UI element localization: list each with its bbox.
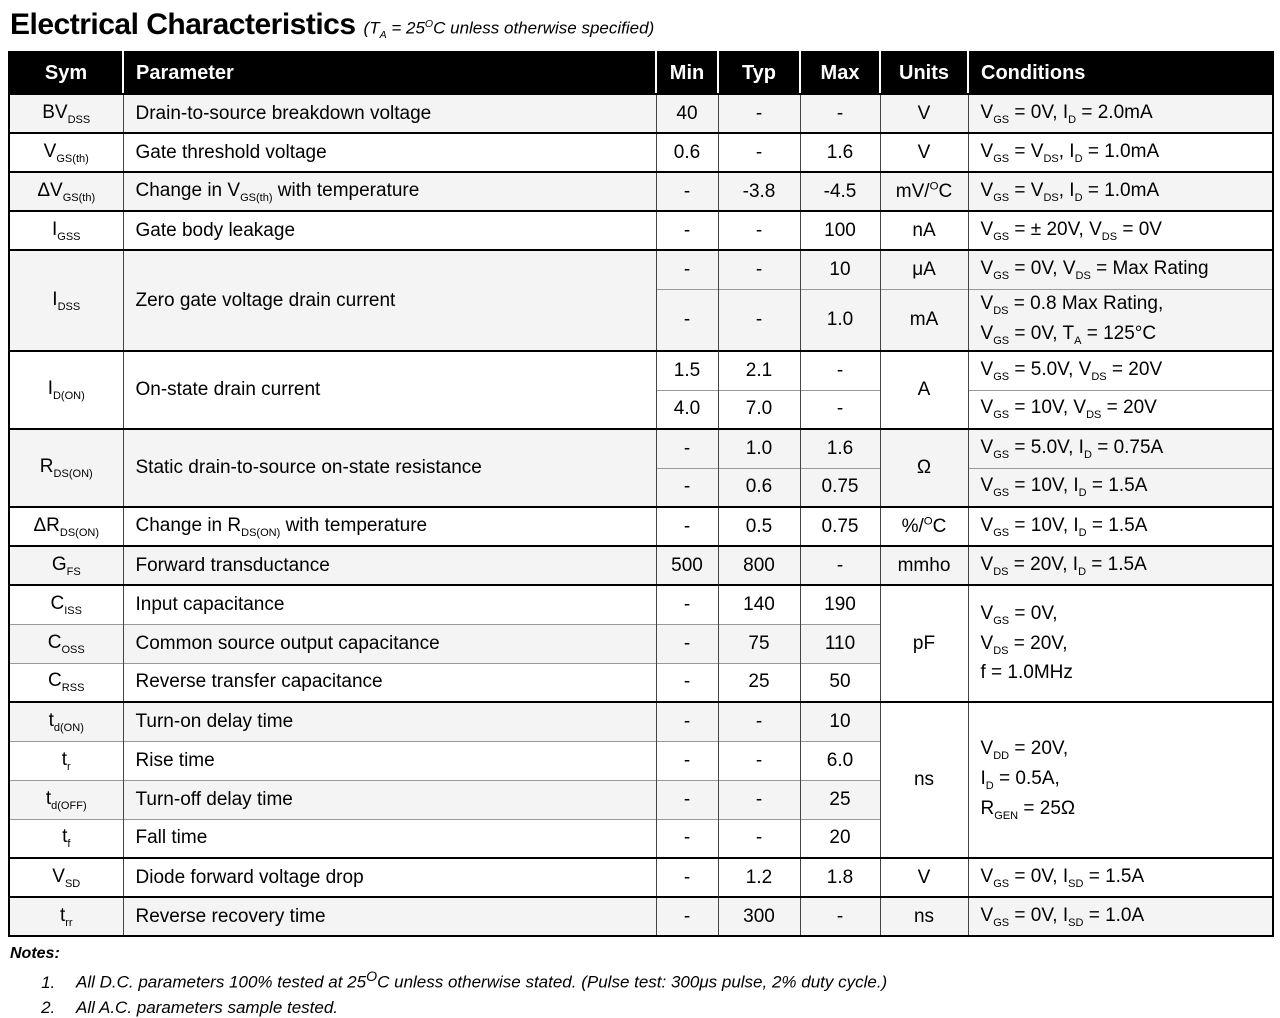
table-row xyxy=(9,133,1273,172)
cell-cond: $V_{GS} = 0V$, $I_D = 2.0mA$ xyxy=(968,94,1273,133)
cell-units: V xyxy=(880,858,968,897)
table-row xyxy=(9,250,1273,289)
cell-units: mA xyxy=(880,289,968,351)
cell-cond: $V_{GS}$ = ± 20V, $V_{DS} = 0V$ xyxy=(968,211,1273,250)
cell-param: On-state drain current xyxy=(123,351,656,429)
cell-typ: - xyxy=(718,289,800,351)
cell-param: Gate body leakage xyxy=(123,211,656,250)
cell-cond: $V_{GS} = 10V$, $I_D = 1.5A$ xyxy=(968,507,1273,546)
cell-sym: $I_{GSS}$ xyxy=(9,211,123,250)
header-cell-typ: Typ xyxy=(718,52,800,94)
cell-max: 110 xyxy=(800,624,880,663)
cell-units: V xyxy=(880,94,968,133)
cell-min: - xyxy=(656,858,718,897)
cell-typ: 25 xyxy=(718,663,800,702)
cell-typ: 0.5 xyxy=(718,507,800,546)
table-header xyxy=(9,52,1273,94)
cell-max: 50 xyxy=(800,663,880,702)
cell-typ: 75 xyxy=(718,624,800,663)
cell-sym: $t_r$ xyxy=(9,741,123,780)
cell-max: -4.5 xyxy=(800,172,880,211)
table-row xyxy=(9,702,1273,741)
cell-units: V xyxy=(880,133,968,172)
cell-max: 20 xyxy=(800,819,880,858)
cell-typ: 300 xyxy=(718,897,800,936)
cell-cond: $V_{GS} = 10V$, $V_{DS} = 20V$ xyxy=(968,390,1273,429)
cell-max: 10 xyxy=(800,702,880,741)
cell-min: - xyxy=(656,624,718,663)
cell-min: 4.0 xyxy=(656,390,718,429)
table-row xyxy=(9,546,1273,585)
cell-sym: $\Delta R_{DS(ON)}$ xyxy=(9,507,123,546)
cell-units: ns xyxy=(880,702,968,858)
table-body xyxy=(9,94,1273,936)
cell-cond: $V_{DS} = 20V$, $I_D = 1.5A$ xyxy=(968,546,1273,585)
cell-cond: $V_{GS} = 0V$, $I_{SD} = 1.0A$ xyxy=(968,897,1273,936)
cell-cond: $V_{GS} = 5.0V$, $V_{DS} = 20V$ xyxy=(968,351,1273,390)
cell-param: Input capacitance xyxy=(123,585,656,624)
cell-units: mV/$^O$C xyxy=(880,172,968,211)
cell-sym: $G_{FS}$ xyxy=(9,546,123,585)
cell-min: - xyxy=(656,468,718,507)
cell-units: mmho xyxy=(880,546,968,585)
cell-min: - xyxy=(656,585,718,624)
cell-sym: $C_{RSS}$ xyxy=(9,663,123,702)
table-row xyxy=(9,858,1273,897)
table-row xyxy=(9,507,1273,546)
cell-units: pF xyxy=(880,585,968,702)
cell-units: %/$^O$C xyxy=(880,507,968,546)
cell-min: - xyxy=(656,897,718,936)
cell-min: - xyxy=(656,819,718,858)
cell-min: - xyxy=(656,741,718,780)
cell-param: Gate threshold voltage xyxy=(123,133,656,172)
cell-typ: 7.0 xyxy=(718,390,800,429)
cell-sym: $V_{GS(th)}$ xyxy=(9,133,123,172)
cell-max: 6.0 xyxy=(800,741,880,780)
cell-max: 1.6 xyxy=(800,133,880,172)
cell-min: 40 xyxy=(656,94,718,133)
cell-min: - xyxy=(656,507,718,546)
cell-max: 190 xyxy=(800,585,880,624)
cell-cond: $V_{DD} = 20V$, $I_D = 0.5A$, $R_{GEN} = 25\Omega$ xyxy=(968,702,1273,858)
table-row xyxy=(9,897,1273,936)
cell-sym: $I_{DSS}$ xyxy=(9,250,123,351)
note-item: 2. All A.C. parameters sample tested. xyxy=(60,998,1272,1018)
cell-units: A xyxy=(880,351,968,429)
cell-max: 1.0 xyxy=(800,289,880,351)
cell-units: Ω xyxy=(880,429,968,507)
cell-sym: $V_{SD}$ xyxy=(9,858,123,897)
cell-param: Zero gate voltage drain current xyxy=(123,250,656,351)
cell-sym: $BV_{DSS}$ xyxy=(9,94,123,133)
cell-units: nA xyxy=(880,211,968,250)
cell-param: Change in $R_{DS(ON)}$ with temperature xyxy=(123,507,656,546)
cell-typ: 1.2 xyxy=(718,858,800,897)
cell-param: Static drain-to-source on-state resistance xyxy=(123,429,656,507)
cell-max: - xyxy=(800,351,880,390)
cell-param: Reverse recovery time xyxy=(123,897,656,936)
cell-min: - xyxy=(656,172,718,211)
cell-max: - xyxy=(800,546,880,585)
cell-param: Diode forward voltage drop xyxy=(123,858,656,897)
cell-min: - xyxy=(656,702,718,741)
cell-typ: -3.8 xyxy=(718,172,800,211)
cell-max: 100 xyxy=(800,211,880,250)
table-row xyxy=(9,585,1273,624)
notes-label: Notes: xyxy=(10,945,60,962)
cell-max: 0.75 xyxy=(800,507,880,546)
cell-param: Drain-to-source breakdown voltage xyxy=(123,94,656,133)
header-row xyxy=(9,52,1273,94)
cell-max: - xyxy=(800,897,880,936)
title-condition-note: ($T_A = 25^OC$ unless otherwise specified) xyxy=(363,18,655,42)
cell-min: - xyxy=(656,663,718,702)
cell-typ: - xyxy=(718,780,800,819)
header-cell-min: Min xyxy=(656,52,718,94)
cell-param: Common source output capacitance xyxy=(123,624,656,663)
cell-max: - xyxy=(800,390,880,429)
cell-min: - xyxy=(656,289,718,351)
cell-typ: - xyxy=(718,702,800,741)
header-cell-units: Units xyxy=(880,52,968,94)
cell-typ: - xyxy=(718,94,800,133)
cell-sym: $R_{DS(ON)}$ xyxy=(9,429,123,507)
title-row xyxy=(10,8,1272,42)
cell-typ: - xyxy=(718,250,800,289)
cell-typ: - xyxy=(718,819,800,858)
electrical-characteristics-table xyxy=(8,51,1274,937)
cell-cond: $V_{GS} = 0V$, $V_{DS}$ = Max Rating xyxy=(968,250,1273,289)
cell-sym: $t_{rr}$ xyxy=(9,897,123,936)
table-row xyxy=(9,429,1273,468)
cell-min: 0.6 xyxy=(656,133,718,172)
header-cell-sym: Sym xyxy=(9,52,123,94)
cell-max: 0.75 xyxy=(800,468,880,507)
cell-typ: - xyxy=(718,211,800,250)
note-item: 1. All D.C. parameters 100% tested at $25^OC$ unless otherwise stated. (Pulse test: 300μs pulse, 2% duty cycle.) xyxy=(60,969,1272,993)
cell-sym: $C_{OSS}$ xyxy=(9,624,123,663)
cell-max: 10 xyxy=(800,250,880,289)
cell-typ: 800 xyxy=(718,546,800,585)
cell-param: Forward transductance xyxy=(123,546,656,585)
cell-units: μA xyxy=(880,250,968,289)
header-cell-parameter: Parameter xyxy=(123,52,656,94)
cell-sym: $C_{ISS}$ xyxy=(9,585,123,624)
cell-cond: $V_{GS} = 5.0V$, $I_D = 0.75A$ xyxy=(968,429,1273,468)
cell-cond: $V_{GS} = 10V$, $I_D = 1.5A$ xyxy=(968,468,1273,507)
cell-sym: $I_{D(ON)}$ xyxy=(9,351,123,429)
cell-param: Fall time xyxy=(123,819,656,858)
notes-list xyxy=(10,969,1272,1018)
cell-min: - xyxy=(656,250,718,289)
cell-param: Turn-off delay time xyxy=(123,780,656,819)
cell-units: ns xyxy=(880,897,968,936)
cell-max: 25 xyxy=(800,780,880,819)
cell-cond: $V_{GS} = V_{DS}$, $I_D = 1.0mA$ xyxy=(968,172,1273,211)
cell-typ: 2.1 xyxy=(718,351,800,390)
cell-typ: - xyxy=(718,741,800,780)
cell-sym: $t_f$ xyxy=(9,819,123,858)
cell-min: - xyxy=(656,429,718,468)
cell-sym: $t_{d(ON)}$ xyxy=(9,702,123,741)
cell-max: 1.6 xyxy=(800,429,880,468)
cell-cond: $V_{DS} = 0.8$ Max Rating, $V_{GS} = 0V$, $T_A = 125^\circ C$ xyxy=(968,289,1273,351)
cell-typ: 1.0 xyxy=(718,429,800,468)
cell-cond: $V_{GS} = 0V$, $I_{SD} = 1.5A$ xyxy=(968,858,1273,897)
cell-sym: $\Delta V_{GS(th)}$ xyxy=(9,172,123,211)
notes-section xyxy=(10,945,1272,1018)
cell-max: 1.8 xyxy=(800,858,880,897)
cell-typ: 140 xyxy=(718,585,800,624)
table-row xyxy=(9,94,1273,133)
page-title: Electrical Characteristics xyxy=(10,8,356,41)
table-row xyxy=(9,172,1273,211)
cell-typ: - xyxy=(718,133,800,172)
table-row xyxy=(9,351,1273,390)
cell-min: - xyxy=(656,211,718,250)
header-cell-conditions: Conditions xyxy=(968,52,1273,94)
cell-sym: $t_{d(OFF)}$ xyxy=(9,780,123,819)
cell-cond: $V_{GS} = V_{DS}$, $I_D = 1.0mA$ xyxy=(968,133,1273,172)
cell-param: Rise time xyxy=(123,741,656,780)
cell-max: - xyxy=(800,94,880,133)
cell-min: 500 xyxy=(656,546,718,585)
cell-param: Change in $V_{GS(th)}$ with temperature xyxy=(123,172,656,211)
cell-min: 1.5 xyxy=(656,351,718,390)
cell-typ: 0.6 xyxy=(718,468,800,507)
table-row xyxy=(9,211,1273,250)
cell-min: - xyxy=(656,780,718,819)
cell-param: Reverse transfer capacitance xyxy=(123,663,656,702)
cell-param: Turn-on delay time xyxy=(123,702,656,741)
header-cell-max: Max xyxy=(800,52,880,94)
cell-cond: $V_{GS} = 0V$, $V_{DS} = 20V$, f = 1.0MHz xyxy=(968,585,1273,702)
